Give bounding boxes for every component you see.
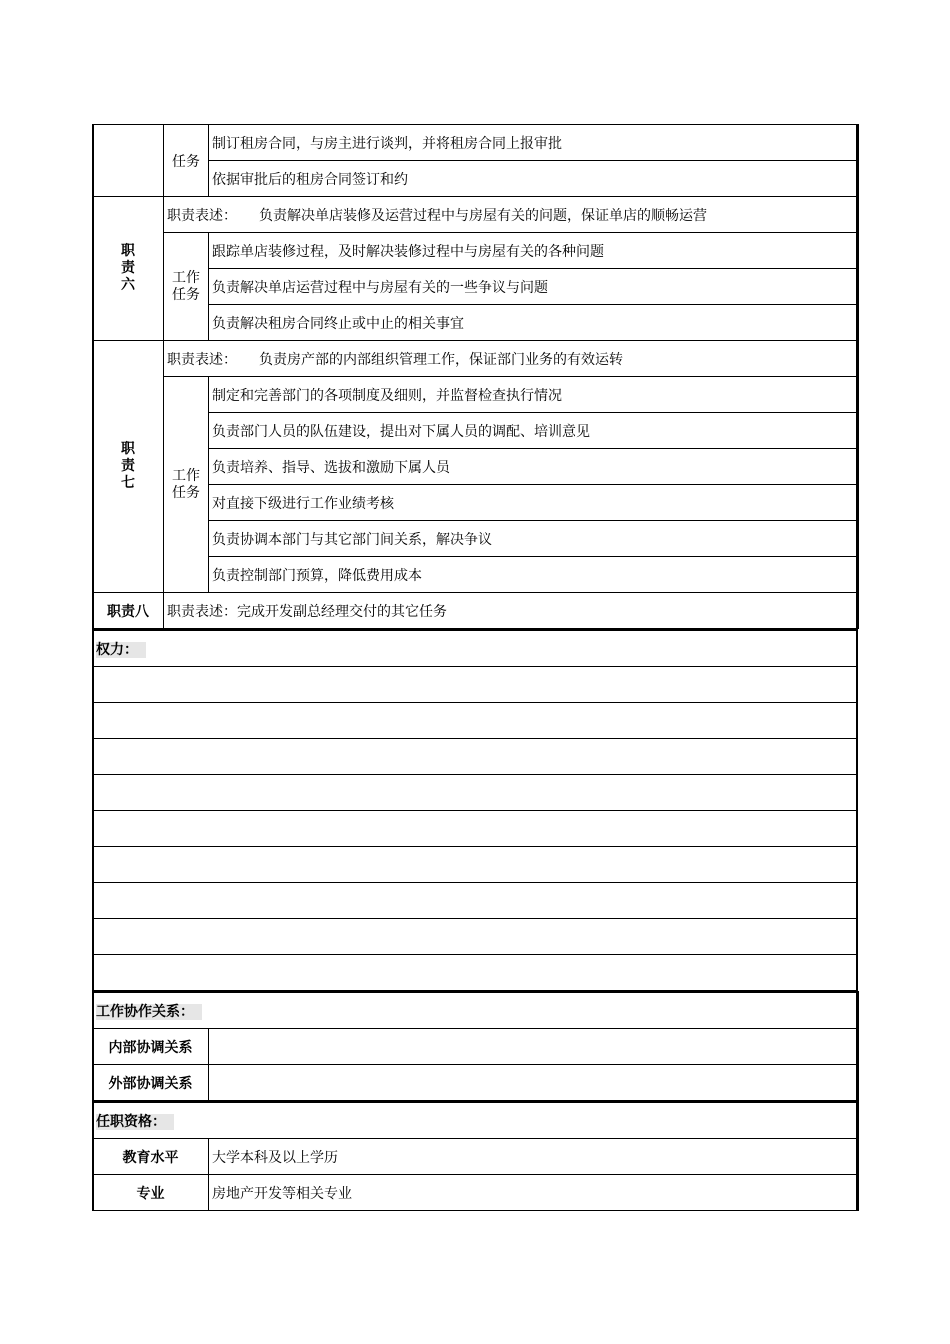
job-description-sheet xyxy=(92,124,858,1211)
task-item: 制订租房合同，与房主进行谈判，并将租房合同上报审批 xyxy=(209,125,859,161)
task-item: 依据审批后的租房合同签订和约 xyxy=(209,161,859,197)
education-value: 大学本科及以上学历 xyxy=(209,1139,859,1175)
external-coop-value xyxy=(209,1065,859,1101)
authority-blank-cell xyxy=(93,811,858,847)
authority-blank-row xyxy=(93,811,858,847)
duty6-task-label: 工作 任务 xyxy=(164,233,209,341)
task-item: 负责解决单店运营过程中与房屋有关的一些争议与问题 xyxy=(209,269,859,305)
duty7-task-label: 工作 任务 xyxy=(164,377,209,593)
task-item: 负责控制部门预算，降低费用成本 xyxy=(209,557,859,593)
authority-blank-cell xyxy=(93,667,858,703)
authority-blank-row xyxy=(93,919,858,955)
qualification-header: 任职资格： xyxy=(93,1102,859,1139)
authority-blank-row xyxy=(93,847,858,883)
authority-blank-row xyxy=(93,775,858,811)
duty8-row xyxy=(93,593,859,629)
authority-blank-cell xyxy=(93,775,858,811)
authority-blank-cell xyxy=(93,955,858,991)
education-row xyxy=(93,1139,859,1175)
duty6-desc-row xyxy=(93,197,859,233)
authority-blank-row xyxy=(93,955,858,991)
authority-blank-cell xyxy=(93,739,858,775)
task-item: 负责培养、指导、选拔和激励下属人员 xyxy=(209,449,859,485)
duty8-label: 职责八 xyxy=(93,593,164,629)
duty7-task-row xyxy=(93,377,859,413)
duty-cont-label-cell xyxy=(93,125,164,197)
duties-table xyxy=(92,124,859,629)
external-coop-row xyxy=(93,1065,859,1101)
internal-coop-row xyxy=(93,1029,859,1065)
duty6-task-row xyxy=(93,233,859,269)
authority-blank-cell xyxy=(93,919,858,955)
major-value: 房地产开发等相关专业 xyxy=(209,1175,859,1211)
authority-blank-row xyxy=(93,739,858,775)
duty6-desc: 职责表述： 负责解决单店装修及运营过程中与房屋有关的问题，保证单店的顺畅运营 xyxy=(164,197,859,233)
authority-header: 权力： xyxy=(93,630,858,667)
education-label: 教育水平 xyxy=(93,1139,209,1175)
authority-blank-cell xyxy=(93,703,858,739)
cooperation-header-row xyxy=(93,992,859,1029)
task-item: 跟踪单店装修过程，及时解决装修过程中与房屋有关的各种问题 xyxy=(209,233,859,269)
duty7-desc-row xyxy=(93,341,859,377)
duty-cont-task-label: 任务 xyxy=(164,125,209,197)
authority-header-row xyxy=(93,630,858,667)
internal-coop-value xyxy=(209,1029,859,1065)
duty-cont-task-row xyxy=(93,125,859,161)
authority-blank-row xyxy=(93,883,858,919)
duty7-label: 职 责 七 xyxy=(93,341,164,593)
authority-blank-row xyxy=(93,667,858,703)
duty6-label: 职 责 六 xyxy=(93,197,164,341)
duty7-desc: 职责表述： 负责房产部的内部组织管理工作，保证部门业务的有效运转 xyxy=(164,341,859,377)
task-item: 制定和完善部门的各项制度及细则，并监督检查执行情况 xyxy=(209,377,859,413)
task-item: 负责协调本部门与其它部门间关系，解决争议 xyxy=(209,521,859,557)
duty8-desc: 职责表述：完成开发副总经理交付的其它任务 xyxy=(164,593,859,629)
major-row xyxy=(93,1175,859,1211)
qualification-table xyxy=(92,1101,859,1211)
major-label: 专业 xyxy=(93,1175,209,1211)
external-coop-label: 外部协调关系 xyxy=(93,1065,209,1101)
cooperation-table xyxy=(92,991,859,1101)
authority-table xyxy=(92,629,858,991)
qualification-header-row xyxy=(93,1102,859,1139)
task-item: 对直接下级进行工作业绩考核 xyxy=(209,485,859,521)
authority-blank-cell xyxy=(93,883,858,919)
task-item: 负责解决租房合同终止或中止的相关事宜 xyxy=(209,305,859,341)
authority-blank-row xyxy=(93,703,858,739)
cooperation-header: 工作协作关系： xyxy=(93,992,859,1029)
authority-blank-cell xyxy=(93,847,858,883)
task-item: 负责部门人员的队伍建设，提出对下属人员的调配、培训意见 xyxy=(209,413,859,449)
internal-coop-label: 内部协调关系 xyxy=(93,1029,209,1065)
